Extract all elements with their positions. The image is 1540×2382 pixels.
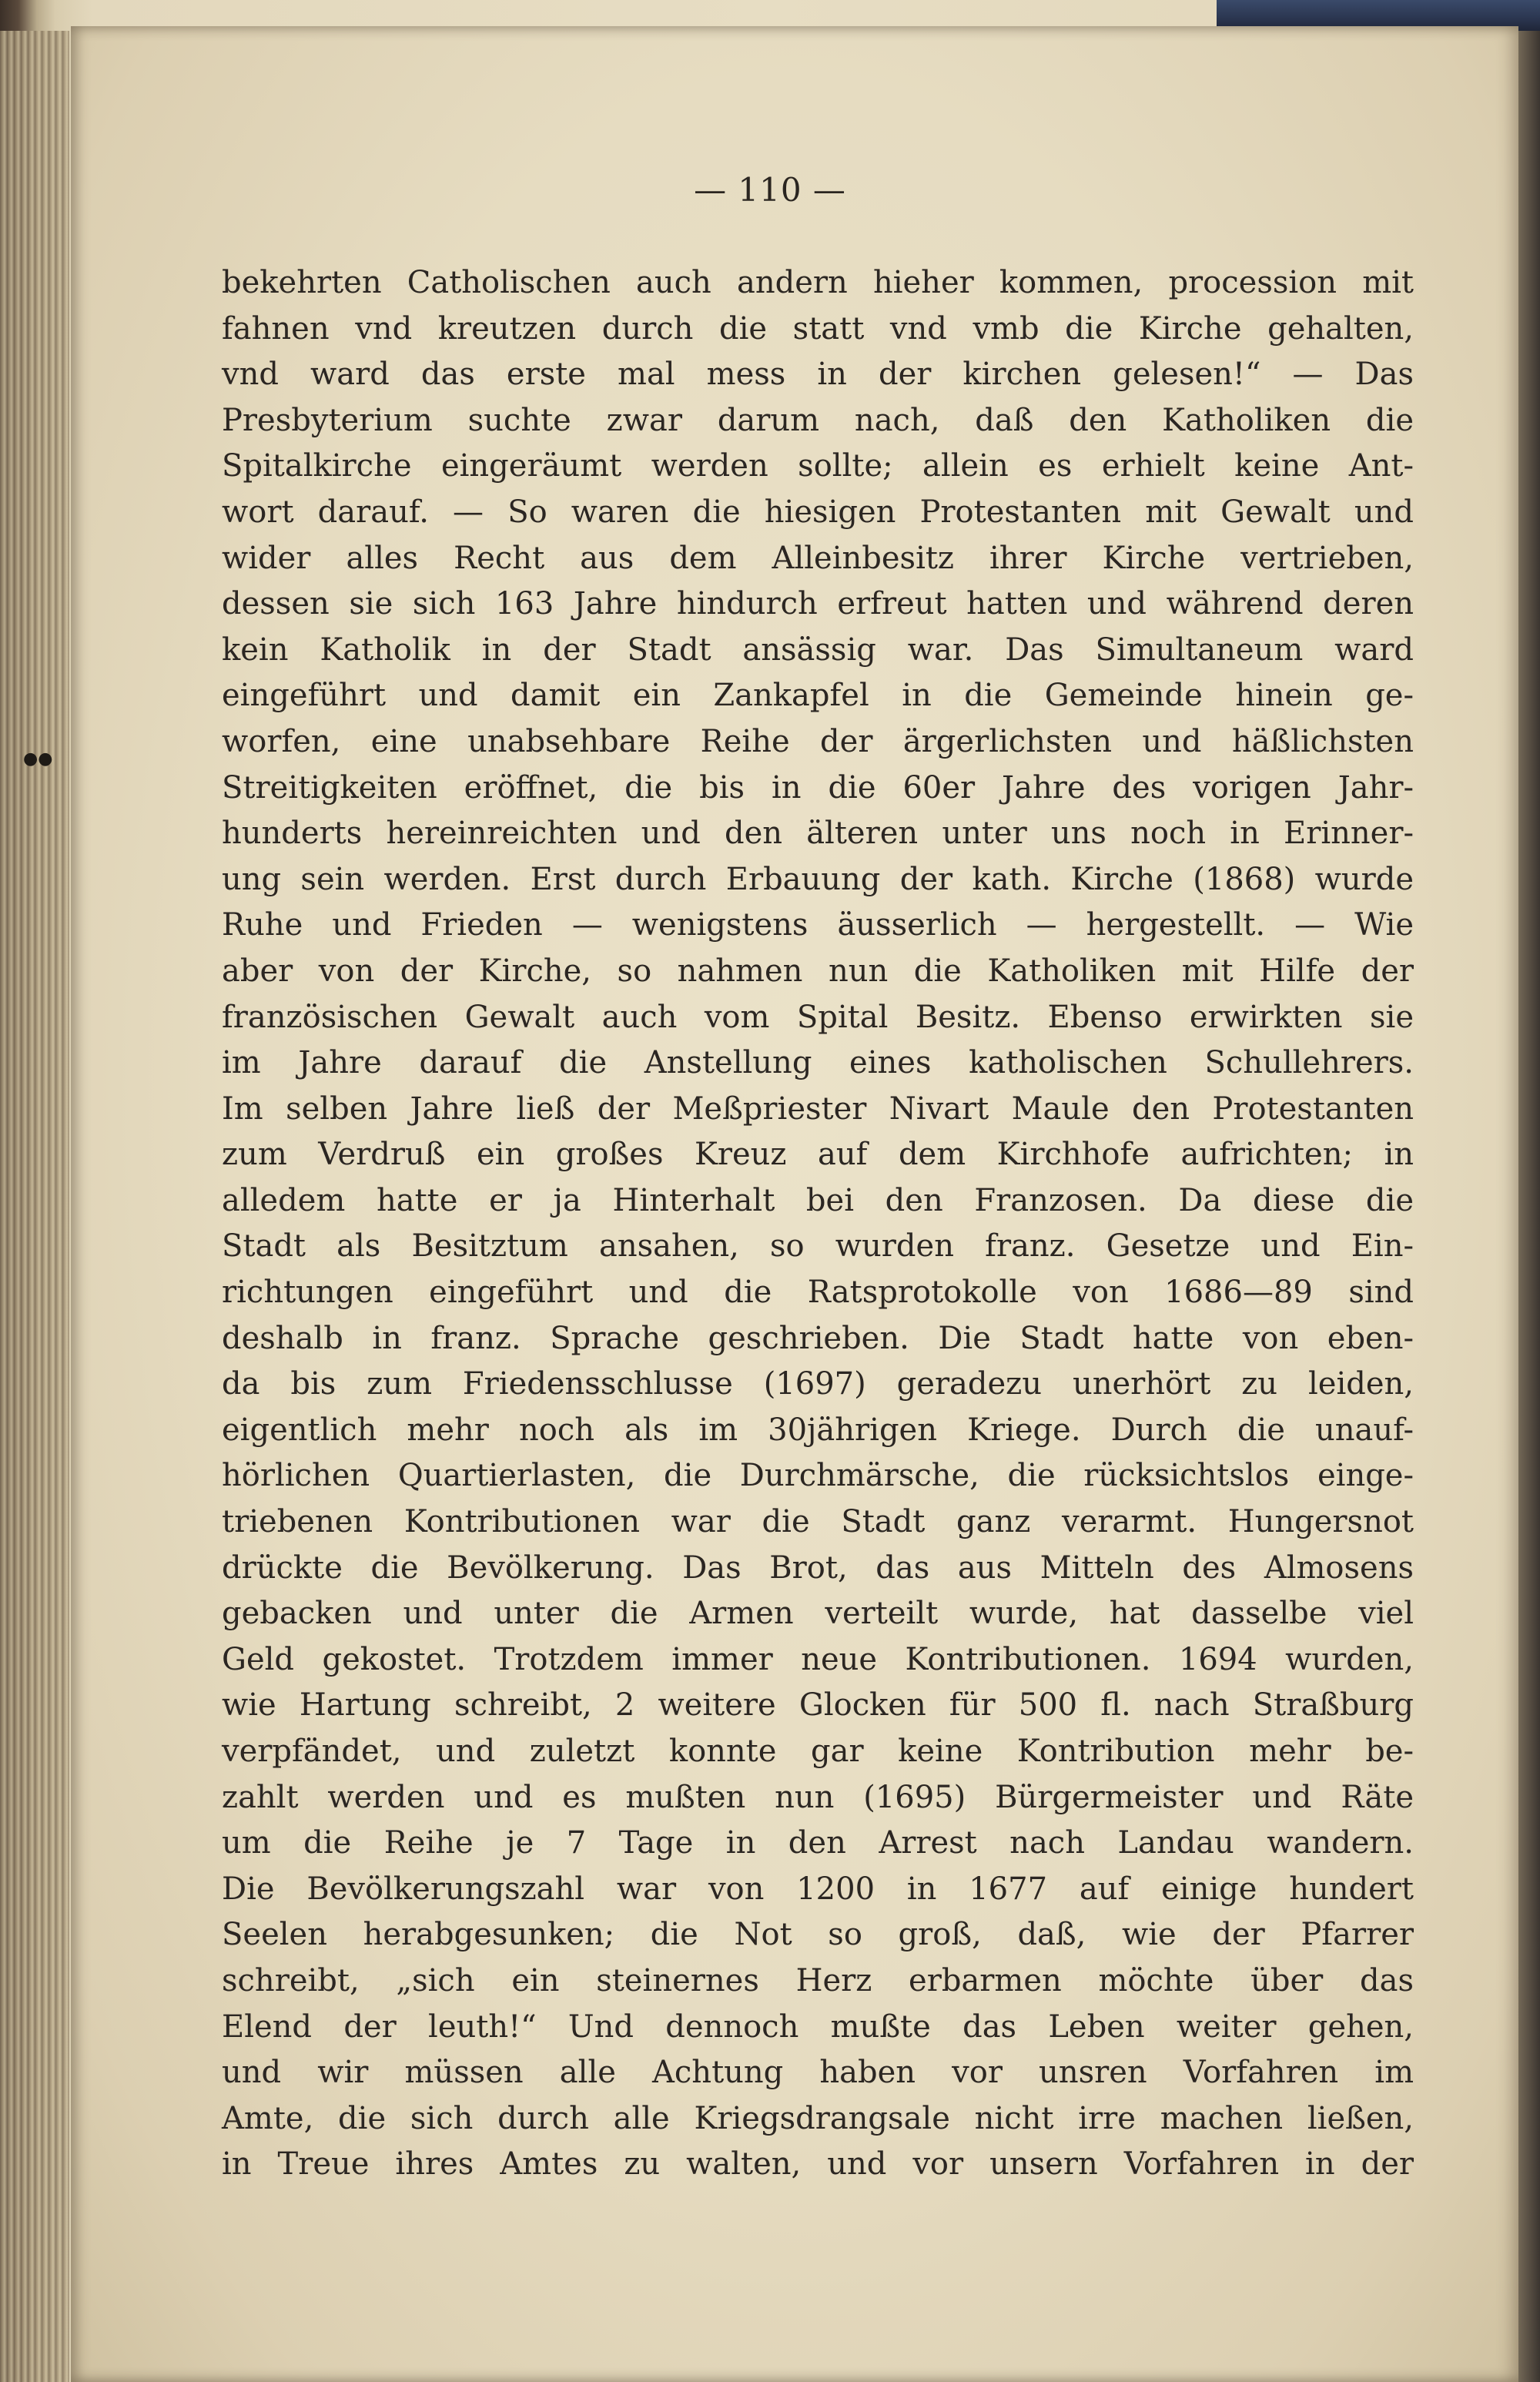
text-line: Streitigkeiten eröffnet, die bis in die 60er Jahre des vorigen Jahr- xyxy=(222,769,1414,806)
text-line: da bis zum Friedensschlusse (1697) geradezu unerhört zu leiden, xyxy=(222,1366,1414,1402)
text-line: wie Hartung schreibt, 2 weitere Glocken für 500 fl. nach Straßburg xyxy=(222,1687,1414,1724)
text-line: bekehrten Catholischen auch andern hieher kommen, procession mit xyxy=(222,265,1414,300)
text-line: in Treue ihres Amtes zu walten, und vor unsern Vorfahren in der xyxy=(222,2146,1414,2183)
text-line: eingeführt und damit ein Zankapfel in die Gemeinde hinein ge- xyxy=(222,678,1414,714)
text-line: Elend der leuth!“ Und dennoch mußte das Leben weiter gehen, xyxy=(222,2008,1414,2045)
text-line: triebenen Kontributionen war die Stadt ganz verarmt. Hungersnot xyxy=(222,1504,1414,1540)
text-line: richtungen eingeführt und die Ratsprotokolle von 1686—89 sind xyxy=(222,1275,1414,1311)
text-line: drückte die Bevölkerung. Das Brot, das aus Mitteln des Almosens xyxy=(222,1549,1414,1586)
text-line: kein Katholik in der Stadt ansässig war. Das Simultaneum ward xyxy=(222,632,1414,668)
text-line: fahnen vnd kreutzen durch die statt vnd vmb die Kirche gehalten, xyxy=(222,310,1414,347)
text-line: wort darauf. — So waren die hiesigen Protestanten mit Gewalt und xyxy=(222,494,1414,530)
text-line: vnd ward das erste mal mess in der kirchen gelesen!“ — Das xyxy=(222,357,1414,393)
page-number: — 110 — xyxy=(694,171,846,209)
body-text xyxy=(222,260,1414,2188)
text-line: dessen sie sich 163 Jahre hindurch erfreut hatten und während deren xyxy=(222,586,1414,622)
text-line: Seelen herabgesunken; die Not so groß, daß, wie der Pfarrer xyxy=(222,1917,1414,1953)
text-line: verpfändet, und zuletzt konnte gar keine Kontribution mehr be- xyxy=(222,1734,1414,1769)
text-line: hunderts hereinreichten und den älteren unter uns noch in Erinner- xyxy=(222,816,1414,852)
text-line: und wir müssen alle Achtung haben vor unsren Vorfahren im xyxy=(222,2055,1414,2091)
text-line: ung sein werden. Erst durch Erbauung der kath. Kirche (1868) wurde xyxy=(222,861,1414,897)
text-line: deshalb in franz. Sprache geschrieben. Die Stadt hatte von eben- xyxy=(222,1320,1414,1356)
text-line: Im selben Jahre ließ der Meßpriester Nivart Maule den Protestanten xyxy=(222,1090,1414,1127)
text-line: Presbyterium suchte zwar darum nach, daß den Katholiken die xyxy=(222,402,1414,438)
text-line: französischen Gewalt auch vom Spital Besitz. Ebenso erwirkten sie xyxy=(222,999,1414,1035)
text-line: Die Bevölkerungszahl war von 1200 in 1677 auf einige hundert xyxy=(222,1871,1414,1907)
text-line: im Jahre darauf die Anstellung eines katholischen Schullehrers. xyxy=(222,1045,1414,1081)
text-line: gebacken und unter die Armen verteilt wurde, hat dasselbe viel xyxy=(222,1596,1414,1632)
bound-page-edges xyxy=(0,31,69,2382)
text-line: Ruhe und Frieden — wenigstens äusserlich — hergestellt. — Wie xyxy=(222,907,1414,943)
ink-smudge-mark: ●● xyxy=(23,749,53,769)
text-line: Spitalkirche eingeräumt werden sollte; allein es erhielt keine Ant- xyxy=(222,448,1414,484)
text-line: zum Verdruß ein großes Kreuz auf dem Kirchhofe aufrichten; in xyxy=(222,1137,1414,1173)
text-line: aber von der Kirche, so nahmen nun die Katholiken mit Hilfe der xyxy=(222,953,1414,989)
text-line: worfen, eine unabsehbare Reihe der ärgerlichsten und häßlichsten xyxy=(222,723,1414,759)
text-line: hörlichen Quartierlasten, die Durchmärsche, die rücksichtslos einge- xyxy=(222,1458,1414,1494)
text-line: Amte, die sich durch alle Kriegsdrangsale nicht irre machen ließen, xyxy=(222,2100,1414,2136)
text-line: zahlt werden und es mußten nun (1695) Bürgermeister und Räte xyxy=(222,1779,1414,1815)
text-line: Stadt als Besitztum ansahen, so wurden franz. Gesetze und Ein- xyxy=(222,1228,1414,1265)
text-line: eigentlich mehr noch als im 30jährigen Kriege. Durch die unauf- xyxy=(222,1412,1414,1448)
text-line: alledem hatte er ja Hinterhalt bei den Franzosen. Da diese die xyxy=(222,1182,1414,1218)
text-line: um die Reihe je 7 Tage in den Arrest nach Landau wandern. xyxy=(222,1825,1414,1861)
text-line: Geld gekostet. Trotzdem immer neue Kontributionen. 1694 wurden, xyxy=(222,1641,1414,1677)
text-line: wider alles Recht aus dem Alleinbesitz ihrer Kirche vertrieben, xyxy=(222,540,1414,576)
text-line: schreibt, „sich ein steinernes Herz erbarmen möchte über das xyxy=(222,1962,1414,1998)
